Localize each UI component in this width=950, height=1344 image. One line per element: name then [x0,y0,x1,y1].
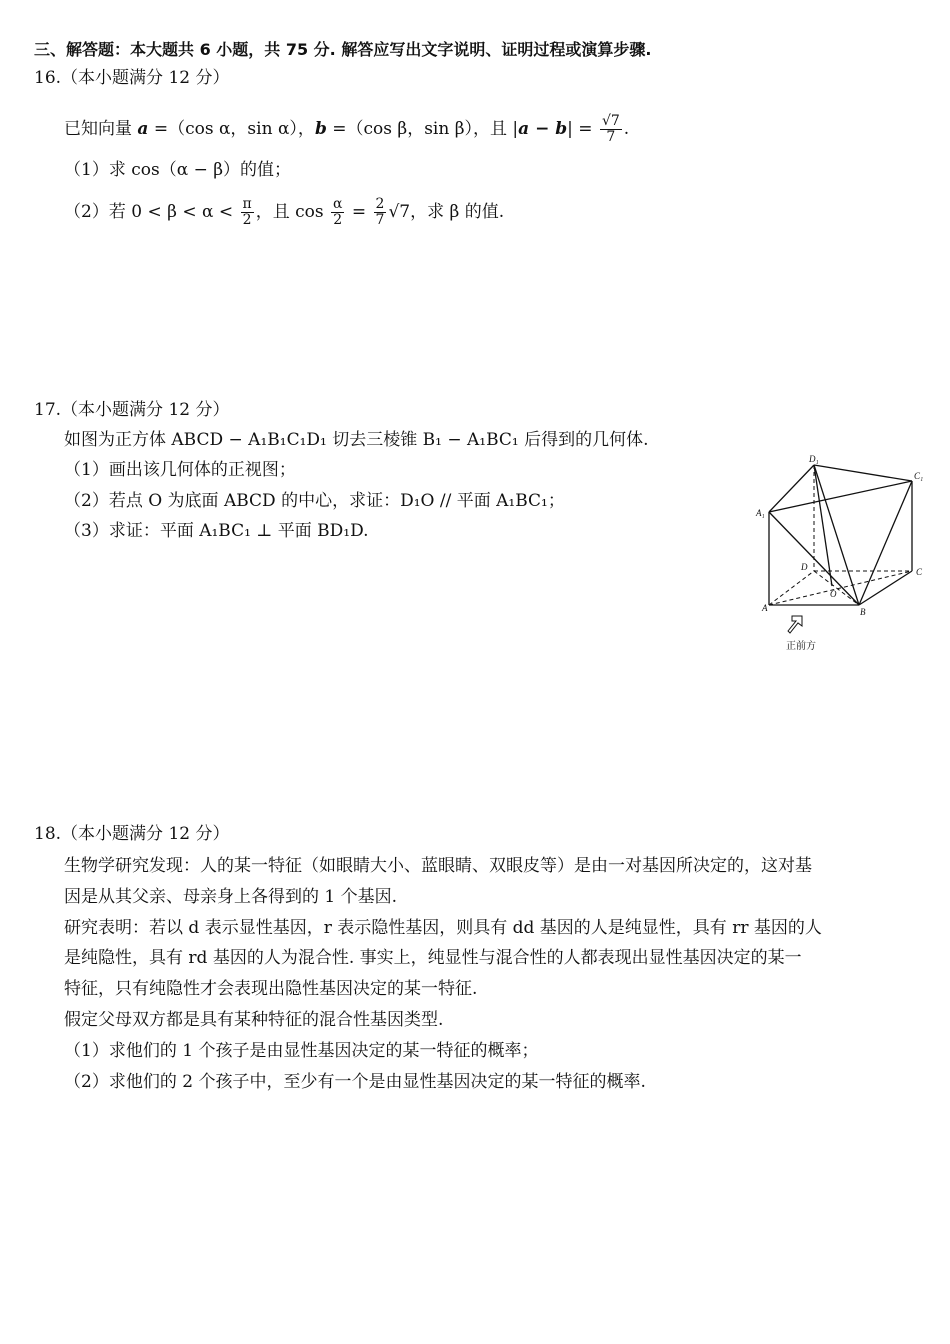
pi-over-two-fraction [241,197,254,228]
label-d: D [801,562,808,572]
q17-part1: （1）画出该几何体的正视图； [64,460,296,480]
edge-a1-d1 [769,465,814,512]
q16-part2-eq: = [346,202,367,222]
vector-b: b [314,119,327,139]
section-heading: 三、解答题：本大题共 6 小题，共 75 分. 解答应写出文字说明、证明过程或演算步骤. [34,40,652,59]
cube-figure [752,455,932,655]
q18-title: 18.（本小题满分 12 分） [34,824,230,844]
label-c: C [916,567,923,577]
vector-a-definition: =（cos α，sin α）， [148,119,315,139]
vector-a: a [137,119,149,139]
edge-c1-b [859,481,912,605]
seven-denominator: 7 [375,212,385,228]
alpha-numerator: α [333,196,343,212]
q16-part2 [64,194,504,230]
q16-part2-end: ，求 β 的值. [410,202,505,222]
norm-fraction-denominator: 7 [606,129,616,145]
label-a1: A₁ [756,508,765,518]
q16-stem-prefix: 已知向量 [64,119,132,139]
norm-tail: | = [567,119,593,139]
q18-line-8: （2）求他们的 2 个孩子中，至少有一个是由显性基因决定的某一特征的概率. [64,1072,646,1092]
q16-stem [64,112,629,146]
q16-part1: （1）求 cos（α − β）的值； [64,160,292,180]
pi-denominator: 2 [242,212,252,228]
q18-line-1: 生物学研究发现：人的某一特征（如眼睛大小、蓝眼睛、双眼皮等）是由一对基因所决定的，这对基 [64,856,812,876]
q18-line-4: 是纯隐性，具有 rd 基因的人为混合性. 事实上，纯显性与混合性的人都表现出显性基因决定的某一 [64,948,802,968]
q16-part2-prefix: （2）若 0 < β < α < [64,202,234,222]
q18-line-3: 研究表明：若以 d 表示显性基因，r 表示隐性基因，则具有 dd 基因的人是纯显性，具有 rr 基因的人 [64,918,822,938]
label-c1: C₁ [914,471,924,481]
edge-d1-b [814,465,859,605]
vector-b-definition: =（cos β，sin β），且 | [326,119,519,139]
q18-line-7: （1）求他们的 1 个孩子是由显性基因决定的某一特征的概率； [64,1041,539,1061]
pi-numerator: π [242,196,252,212]
edge-d1-c1 [814,465,912,481]
hidden-diagonal-a-c [769,571,912,605]
hollow-arrow-icon [788,616,802,633]
label-a: A [762,603,768,613]
norm-fraction-numerator: √7 [601,113,620,129]
q17-stem: 如图为正方体 ABCD − A₁B₁C₁D₁ 切去三棱锥 B₁ − A₁BC₁ 后得到的几何体. [64,430,649,450]
two-sevenths-fraction [374,197,387,228]
label-d1: D₁ [809,455,819,464]
edge-a1-c1 [769,481,912,512]
hidden-diagonal-d-b [814,571,859,605]
label-b: B [860,607,866,617]
alpha-denominator: 2 [333,212,343,228]
sqrt-seven: √7 [388,202,411,222]
q17-part2: （2）若点 O 为底面 ABCD 的中心，求证：D₁O // 平面 A₁BC₁； [64,491,565,511]
two-numerator: 2 [375,196,385,212]
q16-stem-end: . [623,119,630,139]
q16-title: 16.（本小题满分 12 分） [34,68,230,88]
q17-part3: （3）求证：平面 A₁BC₁ ⊥ 平面 BD₁D. [64,521,369,541]
alpha-over-two-fraction [331,197,344,228]
q16-part2-mid: ，且 cos [255,202,324,222]
q18-line-5: 特征，只有纯隐性才会表现出隐性基因决定的某一特征. [64,979,478,999]
q18-line-6: 假定父母双方都是具有某种特征的混合性基因类型. [64,1010,444,1030]
label-o: O [830,589,837,599]
figure-caption: 正前方 [786,641,816,652]
norm-expression: a − b [518,119,568,139]
norm-fraction [600,114,622,145]
q17-title: 17.（本小题满分 12 分） [34,400,230,420]
q18-line-2: 因是从其父亲、母亲身上各得到的 1 个基因. [64,887,398,907]
